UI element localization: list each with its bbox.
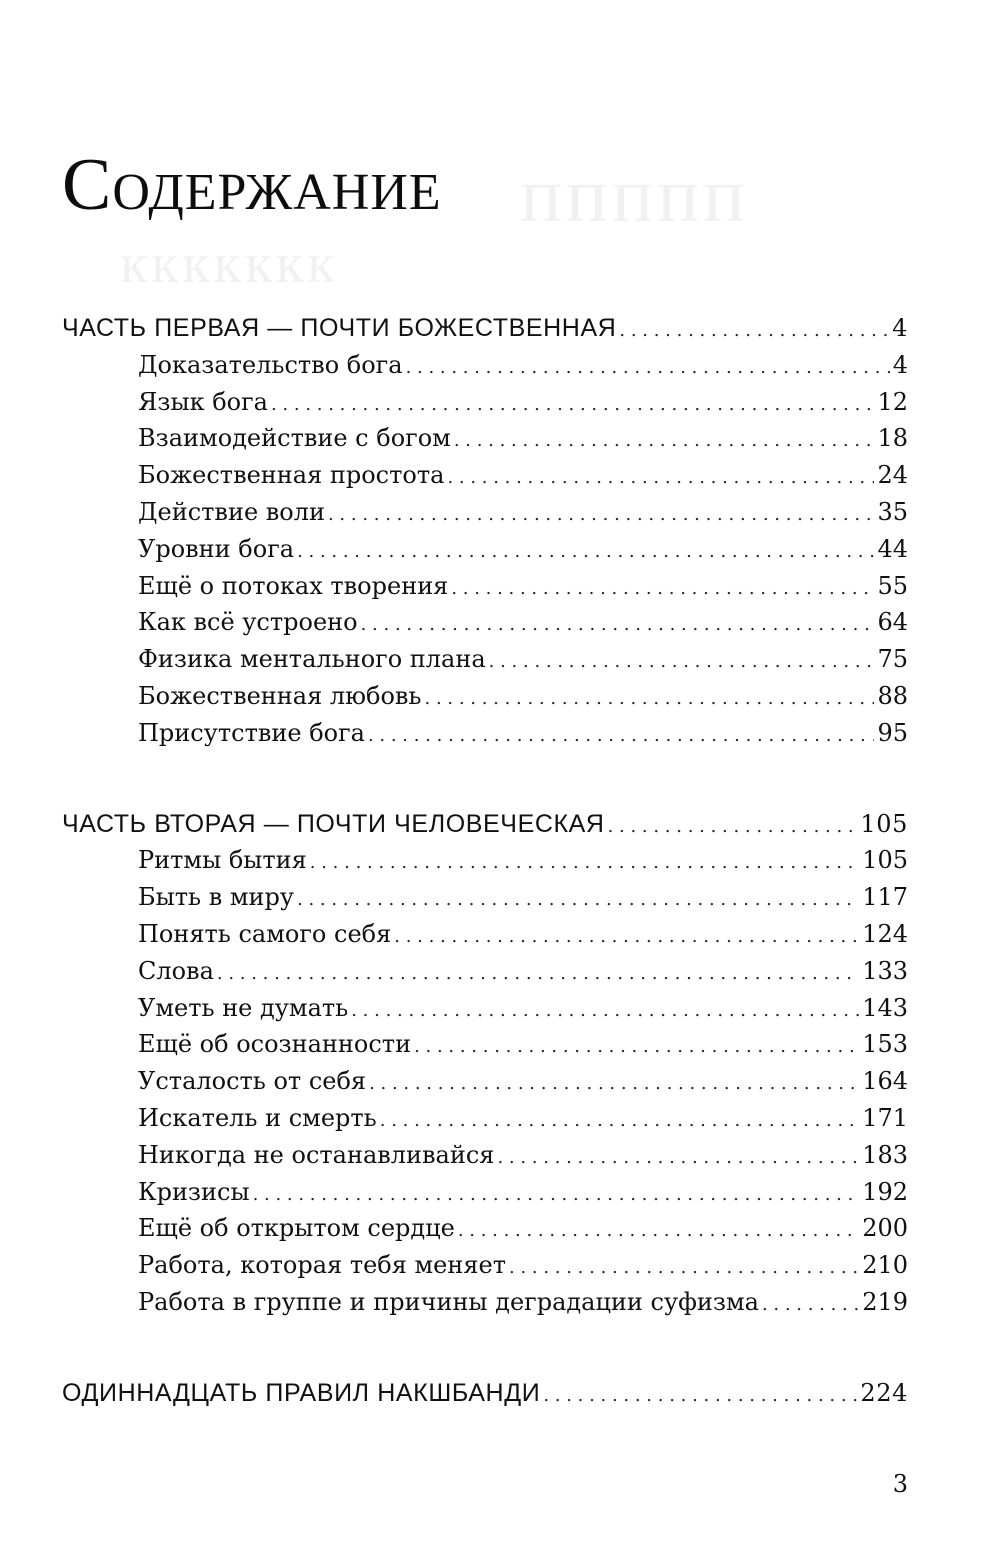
toc-entry-page-number: 24 <box>877 461 908 490</box>
bleed-through-text: ппппп <box>520 151 749 238</box>
toc-entry[interactable] <box>62 531 908 568</box>
toc-entry-label: Ещё о потоках творения <box>138 571 449 600</box>
toc-entry-label: Понять самого себя <box>138 919 392 948</box>
dot-leader <box>253 1177 860 1214</box>
toc-entry-label: Божественная простота <box>138 461 445 490</box>
dot-leader <box>297 534 874 571</box>
toc-entry[interactable] <box>62 842 908 879</box>
toc-entry-label: Никогда не останавливайся <box>138 1140 495 1169</box>
toc-entry-page-number: 18 <box>877 424 908 453</box>
toc-part-heading[interactable] <box>62 806 908 843</box>
dot-leader <box>497 1140 859 1177</box>
dot-leader <box>351 993 859 1030</box>
toc-part-heading-label: ЧАСТЬ ВТОРАЯ — ПОЧТИ ЧЕЛОВЕЧЕСКАЯ <box>62 809 605 838</box>
toc-entry-page-number: 171 <box>862 1103 908 1132</box>
toc-entry-page-number: 183 <box>862 1140 908 1169</box>
dot-leader <box>447 460 874 497</box>
toc-entry[interactable] <box>62 457 908 494</box>
toc-entry-page-number: 200 <box>862 1214 908 1243</box>
toc-entry-page-number: 117 <box>862 883 908 912</box>
toc-entry-label: Физика ментального плана <box>138 645 486 674</box>
dot-leader <box>310 845 859 882</box>
toc-section <box>62 806 908 1321</box>
dot-leader <box>394 919 859 956</box>
toc-entry-page-number: 44 <box>877 534 908 563</box>
toc-entry-label: Ещё об осознанности <box>138 1030 412 1059</box>
toc-entry-label: Божественная любовь <box>138 681 422 710</box>
bleed-through-text: ккккккк <box>120 233 339 295</box>
toc-entry-label: Ещё об открытом сердце <box>138 1214 455 1243</box>
dot-leader <box>543 1378 857 1415</box>
toc-entry[interactable] <box>62 1210 908 1247</box>
toc-entry[interactable] <box>62 494 908 531</box>
toc-entry-label: Язык бога <box>138 387 268 416</box>
toc-entry[interactable] <box>62 1174 908 1211</box>
toc-part-heading[interactable] <box>62 310 908 347</box>
dot-leader <box>451 571 874 608</box>
page-number: 3 <box>892 1470 908 1498</box>
toc-entry-page-number: 133 <box>862 956 908 985</box>
toc-entry-label: Взаимодействие с богом <box>138 424 451 453</box>
toc-entry[interactable] <box>62 1063 908 1100</box>
toc-entry[interactable] <box>62 953 908 990</box>
toc-part-heading[interactable] <box>62 1375 908 1412</box>
toc-part-heading-label: ЧАСТЬ ПЕРВАЯ — ПОЧТИ БОЖЕСТВЕННАЯ <box>62 314 617 342</box>
dot-leader <box>489 644 875 681</box>
toc-entry-page-number: 95 <box>877 718 908 747</box>
toc-entry[interactable] <box>62 1026 908 1063</box>
toc-entry-page-number: 12 <box>877 387 908 416</box>
toc-entry[interactable] <box>62 1100 908 1137</box>
toc-entry-label: Работа, которая тебя меняет <box>138 1251 507 1280</box>
toc-entry[interactable] <box>62 420 908 457</box>
dot-leader <box>762 1287 859 1324</box>
toc-entry-page-number: 55 <box>877 571 908 600</box>
toc-entry-page-number: 192 <box>862 1177 908 1206</box>
dot-leader <box>217 956 859 993</box>
toc-entry[interactable] <box>62 604 908 641</box>
toc-section <box>62 310 908 752</box>
dot-leader <box>458 1213 859 1250</box>
dot-leader <box>509 1250 859 1287</box>
dot-leader <box>361 607 875 644</box>
toc-entry-label: Как всё устроено <box>138 608 358 637</box>
toc-entry-page-number: 35 <box>877 497 908 526</box>
toc-entry-label: Кризисы <box>138 1177 250 1206</box>
toc-entry-page-number: 88 <box>877 681 908 710</box>
toc-part-heading-label: ОДИННАДЦАТЬ ПРАВИЛ НАКШБАНДИ <box>62 1378 541 1407</box>
toc-part-heading-page-number: 105 <box>860 809 908 838</box>
toc-entry-page-number: 75 <box>877 645 908 674</box>
toc-entry-label: Слова <box>138 956 214 985</box>
dot-leader <box>425 681 875 718</box>
dot-leader <box>297 882 859 919</box>
toc-entry-label: Уметь не думать <box>138 993 349 1022</box>
toc-entry-page-number: 64 <box>877 608 908 637</box>
toc-part-heading-page-number: 224 <box>860 1378 908 1407</box>
dot-leader <box>271 387 874 424</box>
toc-entry-page-number: 4 <box>892 350 908 379</box>
toc-entry[interactable] <box>62 916 908 953</box>
toc-entry[interactable] <box>62 678 908 715</box>
dot-leader <box>414 1029 859 1066</box>
toc-entry-page-number: 219 <box>862 1287 908 1316</box>
dot-leader <box>608 809 858 846</box>
toc-entry[interactable] <box>62 879 908 916</box>
toc-part-heading-page-number: 4 <box>892 314 908 342</box>
toc-entry-label: Доказательство бога <box>138 350 403 379</box>
toc-entry-label: Ритмы бытия <box>138 846 307 875</box>
toc-entry-label: Усталость от себя <box>138 1067 367 1096</box>
toc-entry[interactable] <box>62 641 908 678</box>
toc-entry[interactable] <box>62 1137 908 1174</box>
dot-leader <box>619 313 889 350</box>
toc-entry-page-number: 143 <box>862 993 908 1022</box>
toc-entry[interactable] <box>62 1247 908 1284</box>
toc-entry-label: Искатель и смерть <box>138 1103 377 1132</box>
table-of-contents <box>62 310 908 1412</box>
toc-entry[interactable] <box>62 384 908 421</box>
page-title: Содержание <box>62 144 442 226</box>
toc-entry-label: Работа в группе и причины деградации суфизма <box>138 1287 759 1316</box>
toc-entry[interactable] <box>62 715 908 752</box>
toc-entry[interactable] <box>62 347 908 384</box>
toc-entry-page-number: 124 <box>862 919 908 948</box>
toc-entry-page-number: 164 <box>862 1067 908 1096</box>
toc-entry[interactable] <box>62 1284 908 1321</box>
toc-entry-page-number: 210 <box>862 1251 908 1280</box>
toc-entry[interactable] <box>62 568 908 605</box>
dot-leader <box>369 1066 859 1103</box>
dot-leader <box>368 718 874 755</box>
toc-entry-label: Быть в миру <box>138 883 294 912</box>
dot-leader <box>380 1103 859 1140</box>
toc-entry-page-number: 153 <box>862 1030 908 1059</box>
toc-entry-label: Уровни бога <box>138 534 295 563</box>
toc-entry-label: Присутствие бога <box>138 718 365 747</box>
dot-leader <box>328 497 874 534</box>
toc-section <box>62 1375 908 1412</box>
toc-entry[interactable] <box>62 990 908 1027</box>
dot-leader <box>406 350 890 387</box>
toc-entry-page-number: 105 <box>862 846 908 875</box>
dot-leader <box>454 423 875 460</box>
toc-entry-label: Действие воли <box>138 497 325 526</box>
